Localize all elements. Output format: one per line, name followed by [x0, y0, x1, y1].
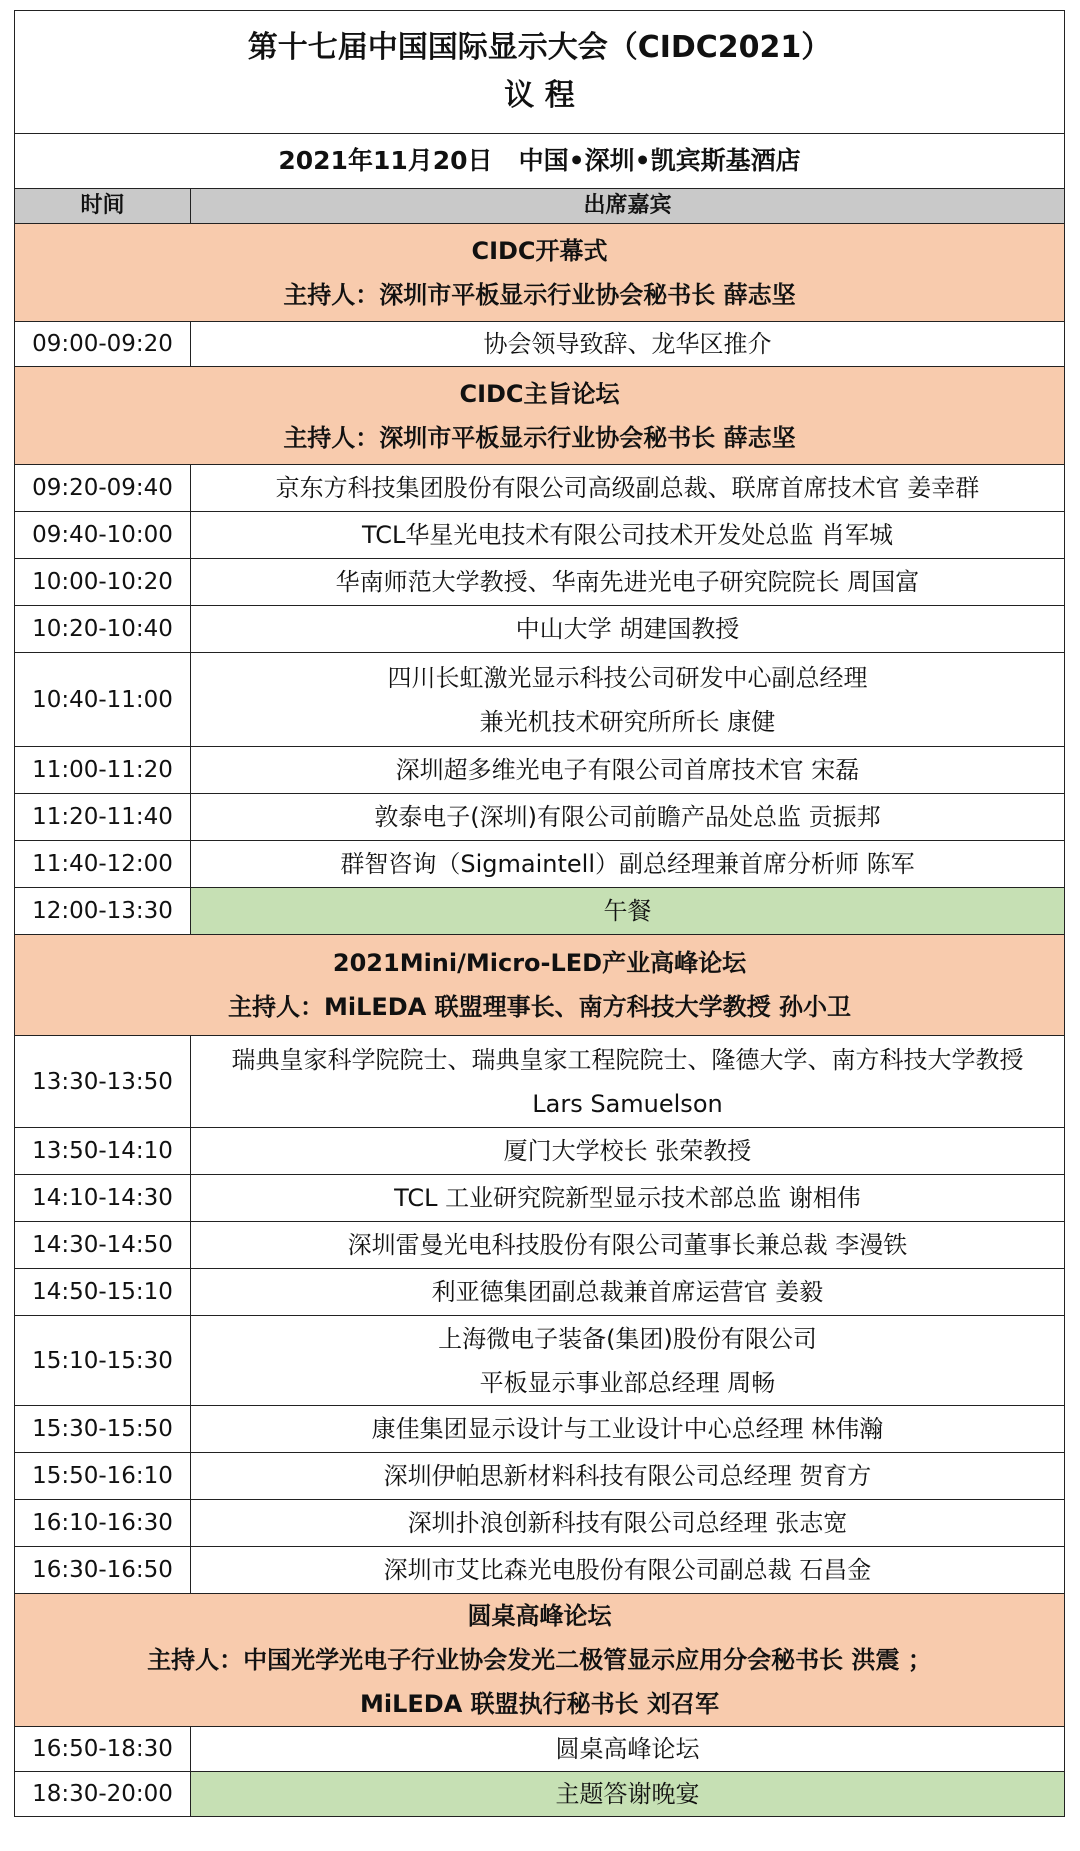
row-guest: 主题答谢晚宴 — [191, 1772, 1065, 1817]
row-guest: 利亚德集团副总裁兼首席运营官 姜毅 — [191, 1269, 1065, 1316]
section-header — [15, 1594, 1065, 1727]
row-time: 18:30-20:00 — [15, 1772, 191, 1817]
conference-title: 第十七届中国国际显示大会（CIDC2021） — [247, 30, 832, 65]
table-row — [15, 1222, 1065, 1269]
row-time: 09:20-09:40 — [15, 465, 191, 512]
table-row — [15, 1316, 1065, 1406]
row-guest-line: Lars Samuelson — [532, 1089, 723, 1118]
header-time: 时间 — [15, 189, 191, 224]
row-guest: TCL 工业研究院新型显示技术部总监 谢相伟 — [191, 1175, 1065, 1222]
row-guest: 午餐 — [191, 888, 1065, 935]
section-header — [15, 935, 1065, 1036]
table-row — [15, 794, 1065, 841]
section-title: 2021Mini/Micro-LED产业高峰论坛 — [332, 949, 747, 977]
table-row — [15, 1547, 1065, 1594]
row-guest — [191, 1316, 1065, 1406]
row-time: 12:00-13:30 — [15, 888, 191, 935]
row-guest: 深圳伊帕思新材料科技有限公司总经理 贺育方 — [191, 1453, 1065, 1500]
row-time: 14:30-14:50 — [15, 1222, 191, 1269]
section-host: 主持人：深圳市平板显示行业协会秘书长 薛志坚 — [283, 280, 796, 309]
table-row — [15, 322, 1065, 367]
section-host: 主持人：深圳市平板显示行业协会秘书长 薛志坚 — [283, 423, 796, 452]
row-guest-line: 上海微电子装备(集团)股份有限公司 — [438, 1324, 817, 1353]
section-header — [15, 224, 1065, 322]
header-guests: 出席嘉宾 — [191, 189, 1065, 224]
row-time: 15:30-15:50 — [15, 1406, 191, 1453]
table-row — [15, 1727, 1065, 1772]
table-row — [15, 841, 1065, 888]
row-time: 10:40-11:00 — [15, 653, 191, 747]
row-time: 15:50-16:10 — [15, 1453, 191, 1500]
row-guest-line: 瑞典皇家科学院院士、瑞典皇家工程院院士、隆德大学、南方科技大学教授 — [231, 1045, 1024, 1074]
title-row — [15, 11, 1065, 134]
section-header — [15, 367, 1065, 465]
table-row — [15, 465, 1065, 512]
section-title: 圆桌高峰论坛 — [467, 1602, 612, 1630]
header-row — [15, 189, 1065, 224]
row-time: 16:10-16:30 — [15, 1500, 191, 1547]
row-guest-line: 平板显示事业部总经理 周畅 — [479, 1368, 776, 1397]
row-guest-line: 四川长虹激光显示科技公司研发中心副总经理 — [387, 663, 868, 692]
row-guest: 深圳雷曼光电科技股份有限公司董事长兼总裁 李漫铁 — [191, 1222, 1065, 1269]
row-guest: 康佳集团显示设计与工业设计中心总经理 林伟瀚 — [191, 1406, 1065, 1453]
row-guest: 厦门大学校长 张荣教授 — [191, 1128, 1065, 1175]
section-opening — [15, 224, 1065, 322]
section-title: CIDC开幕式 — [471, 236, 608, 265]
row-time: 14:50-15:10 — [15, 1269, 191, 1316]
row-guest: TCL华星光电技术有限公司技术开发处总监 肖军城 — [191, 512, 1065, 559]
agenda-label: 议 程 — [504, 78, 575, 113]
table-row — [15, 1128, 1065, 1175]
section-host: 主持人：中国光学光电子行业协会发光二极管显示应用分会秘书长 洪震 ； — [147, 1646, 932, 1674]
page-title — [15, 11, 1065, 134]
row-time: 16:30-16:50 — [15, 1547, 191, 1594]
row-guest: 华南师范大学教授、华南先进光电子研究院院长 周国富 — [191, 559, 1065, 606]
row-time: 11:20-11:40 — [15, 794, 191, 841]
row-time: 11:40-12:00 — [15, 841, 191, 888]
section-title: CIDC主旨论坛 — [459, 379, 620, 408]
row-guest-line: 兼光机技术研究所所长 康健 — [479, 707, 776, 736]
row-guest: 深圳市艾比森光电股份有限公司副总裁 石昌金 — [191, 1547, 1065, 1594]
table-row — [15, 1175, 1065, 1222]
row-time: 10:20-10:40 — [15, 606, 191, 653]
table-row — [15, 1036, 1065, 1128]
row-guest: 圆桌高峰论坛 — [191, 1727, 1065, 1772]
table-row — [15, 606, 1065, 653]
row-guest: 京东方科技集团股份有限公司高级副总裁、联席首席技术官 姜幸群 — [191, 465, 1065, 512]
location-row — [15, 134, 1065, 189]
table-row — [15, 1269, 1065, 1316]
row-guest: 深圳超多维光电子有限公司首席技术官 宋磊 — [191, 747, 1065, 794]
lunch-row — [15, 888, 1065, 935]
table-row — [15, 1500, 1065, 1547]
section-roundtable — [15, 1594, 1065, 1727]
table-row — [15, 512, 1065, 559]
section-host: MiLEDA 联盟执行秘书长 刘召军 — [359, 1690, 719, 1718]
row-time: 09:00-09:20 — [15, 322, 191, 367]
date-location: 2021年11月20日 中国•深圳•凯宾斯基酒店 — [15, 134, 1065, 189]
row-guest: 敦泰电子(深圳)有限公司前瞻产品处总监 贡振邦 — [191, 794, 1065, 841]
row-guest — [191, 1036, 1065, 1128]
row-guest: 深圳扑浪创新科技有限公司总经理 张志宽 — [191, 1500, 1065, 1547]
row-guest: 群智咨询（Sigmaintell）副总经理兼首席分析师 陈军 — [191, 841, 1065, 888]
table-row — [15, 1453, 1065, 1500]
section-keynote — [15, 367, 1065, 465]
row-guest — [191, 653, 1065, 747]
section-host: 主持人：MiLEDA 联盟理事长、南方科技大学教授 孙小卫 — [227, 993, 851, 1021]
dinner-row — [15, 1772, 1065, 1817]
row-time: 10:00-10:20 — [15, 559, 191, 606]
row-time: 13:30-13:50 — [15, 1036, 191, 1128]
row-time: 15:10-15:30 — [15, 1316, 191, 1406]
table-row — [15, 747, 1065, 794]
row-guest: 协会领导致辞、龙华区推介 — [191, 322, 1065, 367]
agenda-document — [14, 10, 1064, 1817]
section-mini-led — [15, 935, 1065, 1036]
table-row — [15, 559, 1065, 606]
row-time: 09:40-10:00 — [15, 512, 191, 559]
row-time: 14:10-14:30 — [15, 1175, 191, 1222]
row-time: 16:50-18:30 — [15, 1727, 191, 1772]
table-row — [15, 1406, 1065, 1453]
agenda-table — [14, 10, 1065, 1817]
table-row — [15, 653, 1065, 747]
row-time: 11:00-11:20 — [15, 747, 191, 794]
row-time: 13:50-14:10 — [15, 1128, 191, 1175]
row-guest: 中山大学 胡建国教授 — [191, 606, 1065, 653]
